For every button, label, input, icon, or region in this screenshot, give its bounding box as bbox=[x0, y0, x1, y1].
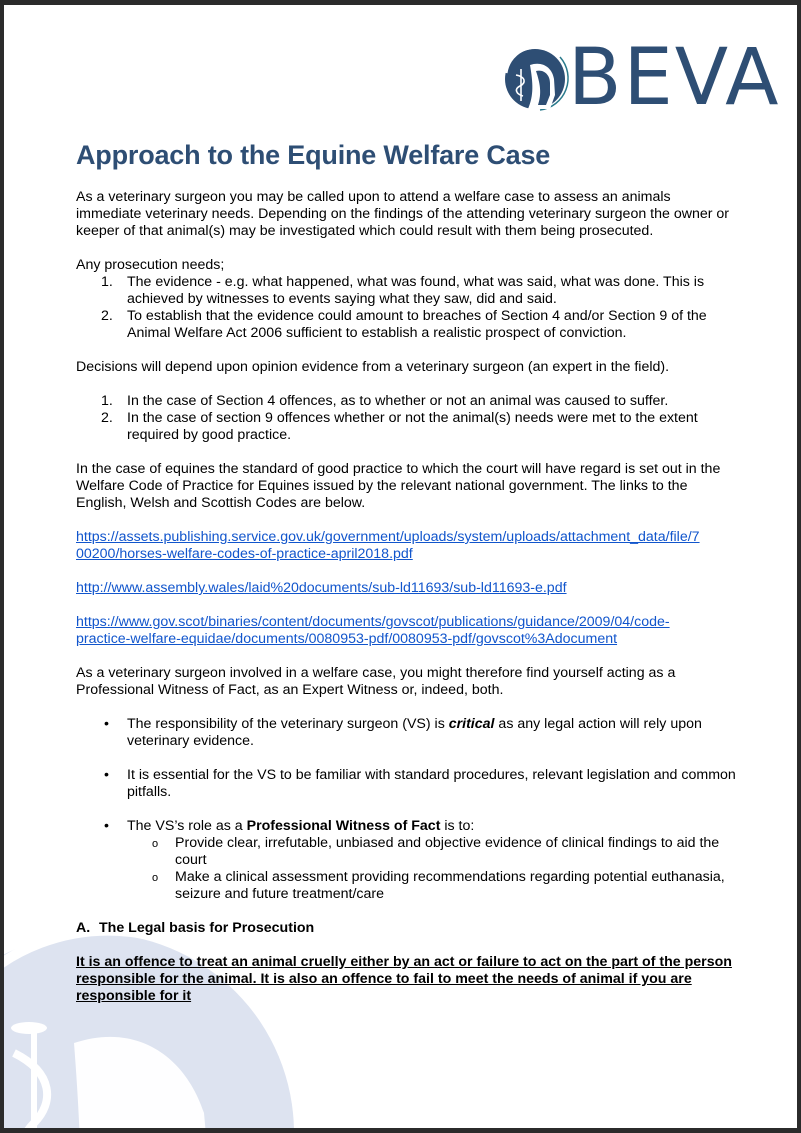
section-letter: A. bbox=[76, 920, 91, 936]
list-item-text: The evidence - e.g. what happened, what was found, what was said, what was done. This is achieved by witnesses to events saying what they saw, did and said. bbox=[127, 274, 705, 307]
list-item-text: In the case of section 9 offences whether or not the animal(s) needs were met to the extent required by good practice. bbox=[127, 410, 698, 443]
list-item bbox=[76, 767, 736, 801]
circle-bullet-icon: o bbox=[152, 872, 159, 884]
logo-wordmark: BEVA bbox=[568, 33, 781, 123]
list-number: 1. bbox=[101, 274, 113, 290]
sub-list-item bbox=[127, 835, 736, 869]
vs-responsibility-list bbox=[76, 716, 736, 903]
list-item bbox=[76, 308, 736, 342]
list-item bbox=[76, 818, 736, 903]
emphasis-text: critical bbox=[448, 716, 495, 732]
horse-head-caduceus-icon bbox=[500, 43, 570, 113]
text-segment: as any legal action will rely upon veterinary evidence. bbox=[127, 716, 702, 749]
text-segment: It is essential for the VS to be familiar with standard procedures, relevant legislation and common pitfalls. bbox=[127, 767, 736, 800]
codes-intro-paragraph: In the case of equines the standard of good practice to which the court will have regard is set out in the Welfare Code of Practice for Equines issued by the relevant national government. The links to the English, Welsh and Scottish Codes are below. bbox=[76, 461, 721, 511]
prosecution-needs-list bbox=[76, 274, 736, 342]
list-item-text: To establish that the evidence could amount to breaches of Section 4 and/or Section 9 of the Animal Welfare Act 2006 sufficient to establish a realistic prospect of conviction. bbox=[127, 308, 707, 341]
list-item bbox=[76, 410, 736, 444]
scottish-code-link[interactable] bbox=[76, 614, 736, 648]
link-text: http://www.assembly.wales/laid%20documents/sub-ld11693/sub-ld11693-e.pdf bbox=[76, 580, 567, 596]
link-text: https://www.gov.scot/binaries/content/documents/govscot/publications/guidance/2009/04/code- bbox=[76, 614, 670, 630]
list-number: 1. bbox=[101, 393, 113, 409]
link-text: 00200/horses-welfare-codes-of-practice-april2018.pdf bbox=[76, 546, 413, 562]
english-code-link[interactable] bbox=[76, 529, 736, 563]
list-item-text: In the case of Section 4 offences, as to whether or not an animal was caused to suffer. bbox=[127, 393, 669, 409]
offence-statement: It is an offence to treat an animal cruelly either by an act or failure to act on the part of the person responsible for the animal. It is also an offence to fail to meet the needs of animal if you are responsible for it bbox=[76, 954, 732, 1004]
link-text: https://assets.publishing.service.gov.uk/government/uploads/system/uploads/attachment_data/file/7 bbox=[76, 529, 700, 545]
beva-logo bbox=[500, 33, 781, 123]
bullet-icon: • bbox=[104, 767, 109, 783]
page-title: Approach to the Equine Welfare Case bbox=[76, 140, 551, 170]
sub-list-text: Provide clear, irrefutable, unbiased and objective evidence of clinical findings to aid the court bbox=[175, 835, 720, 868]
circle-bullet-icon: o bbox=[152, 838, 159, 850]
link-text: practice-welfare-equidae/documents/0080953-pdf/0080953-pdf/govscot%3Adocument bbox=[76, 631, 618, 647]
welsh-code-link[interactable] bbox=[76, 580, 736, 597]
section-heading-text: The Legal basis for Prosecution bbox=[99, 920, 315, 936]
sub-list-item bbox=[127, 869, 736, 903]
sub-list-text: Make a clinical assessment providing recommendations regarding potential euthanasia, seizure and future treatment/care bbox=[175, 869, 725, 902]
role-intro-paragraph: As a veterinary surgeon involved in a welfare case, you might therefore find yourself acting as a Professional Witness of Fact, as an Expert Witness or, indeed, both. bbox=[76, 665, 676, 698]
list-item bbox=[76, 274, 736, 308]
list-item bbox=[76, 716, 736, 750]
decisions-list bbox=[76, 393, 736, 444]
list-number: 2. bbox=[101, 308, 113, 324]
list-number: 2. bbox=[101, 410, 113, 426]
bullet-icon: • bbox=[104, 716, 109, 732]
text-segment: The responsibility of the veterinary surgeon (VS) is bbox=[127, 716, 449, 732]
strong-text: Professional Witness of Fact bbox=[246, 818, 441, 834]
list-item bbox=[76, 393, 736, 410]
bullet-icon: • bbox=[104, 818, 109, 834]
document-body bbox=[76, 137, 736, 1005]
witness-duties-list bbox=[127, 835, 736, 903]
section-a-heading bbox=[76, 920, 736, 937]
text-segment: The VS’s role as a bbox=[127, 818, 247, 834]
text-segment: is to: bbox=[440, 818, 475, 834]
decisions-lead: Decisions will depend upon opinion evidence from a veterinary surgeon (an expert in the field). bbox=[76, 359, 670, 375]
document-page bbox=[4, 5, 797, 1128]
intro-paragraph: As a veterinary surgeon you may be called upon to attend a welfare case to assess an animals immediate veterinary needs. Depending on the findings of the attending veterinary surgeon the owner or keeper of that animal(s) may be investigated which could result with them being prosecuted. bbox=[76, 189, 730, 239]
prosecution-lead: Any prosecution needs; bbox=[76, 257, 225, 273]
